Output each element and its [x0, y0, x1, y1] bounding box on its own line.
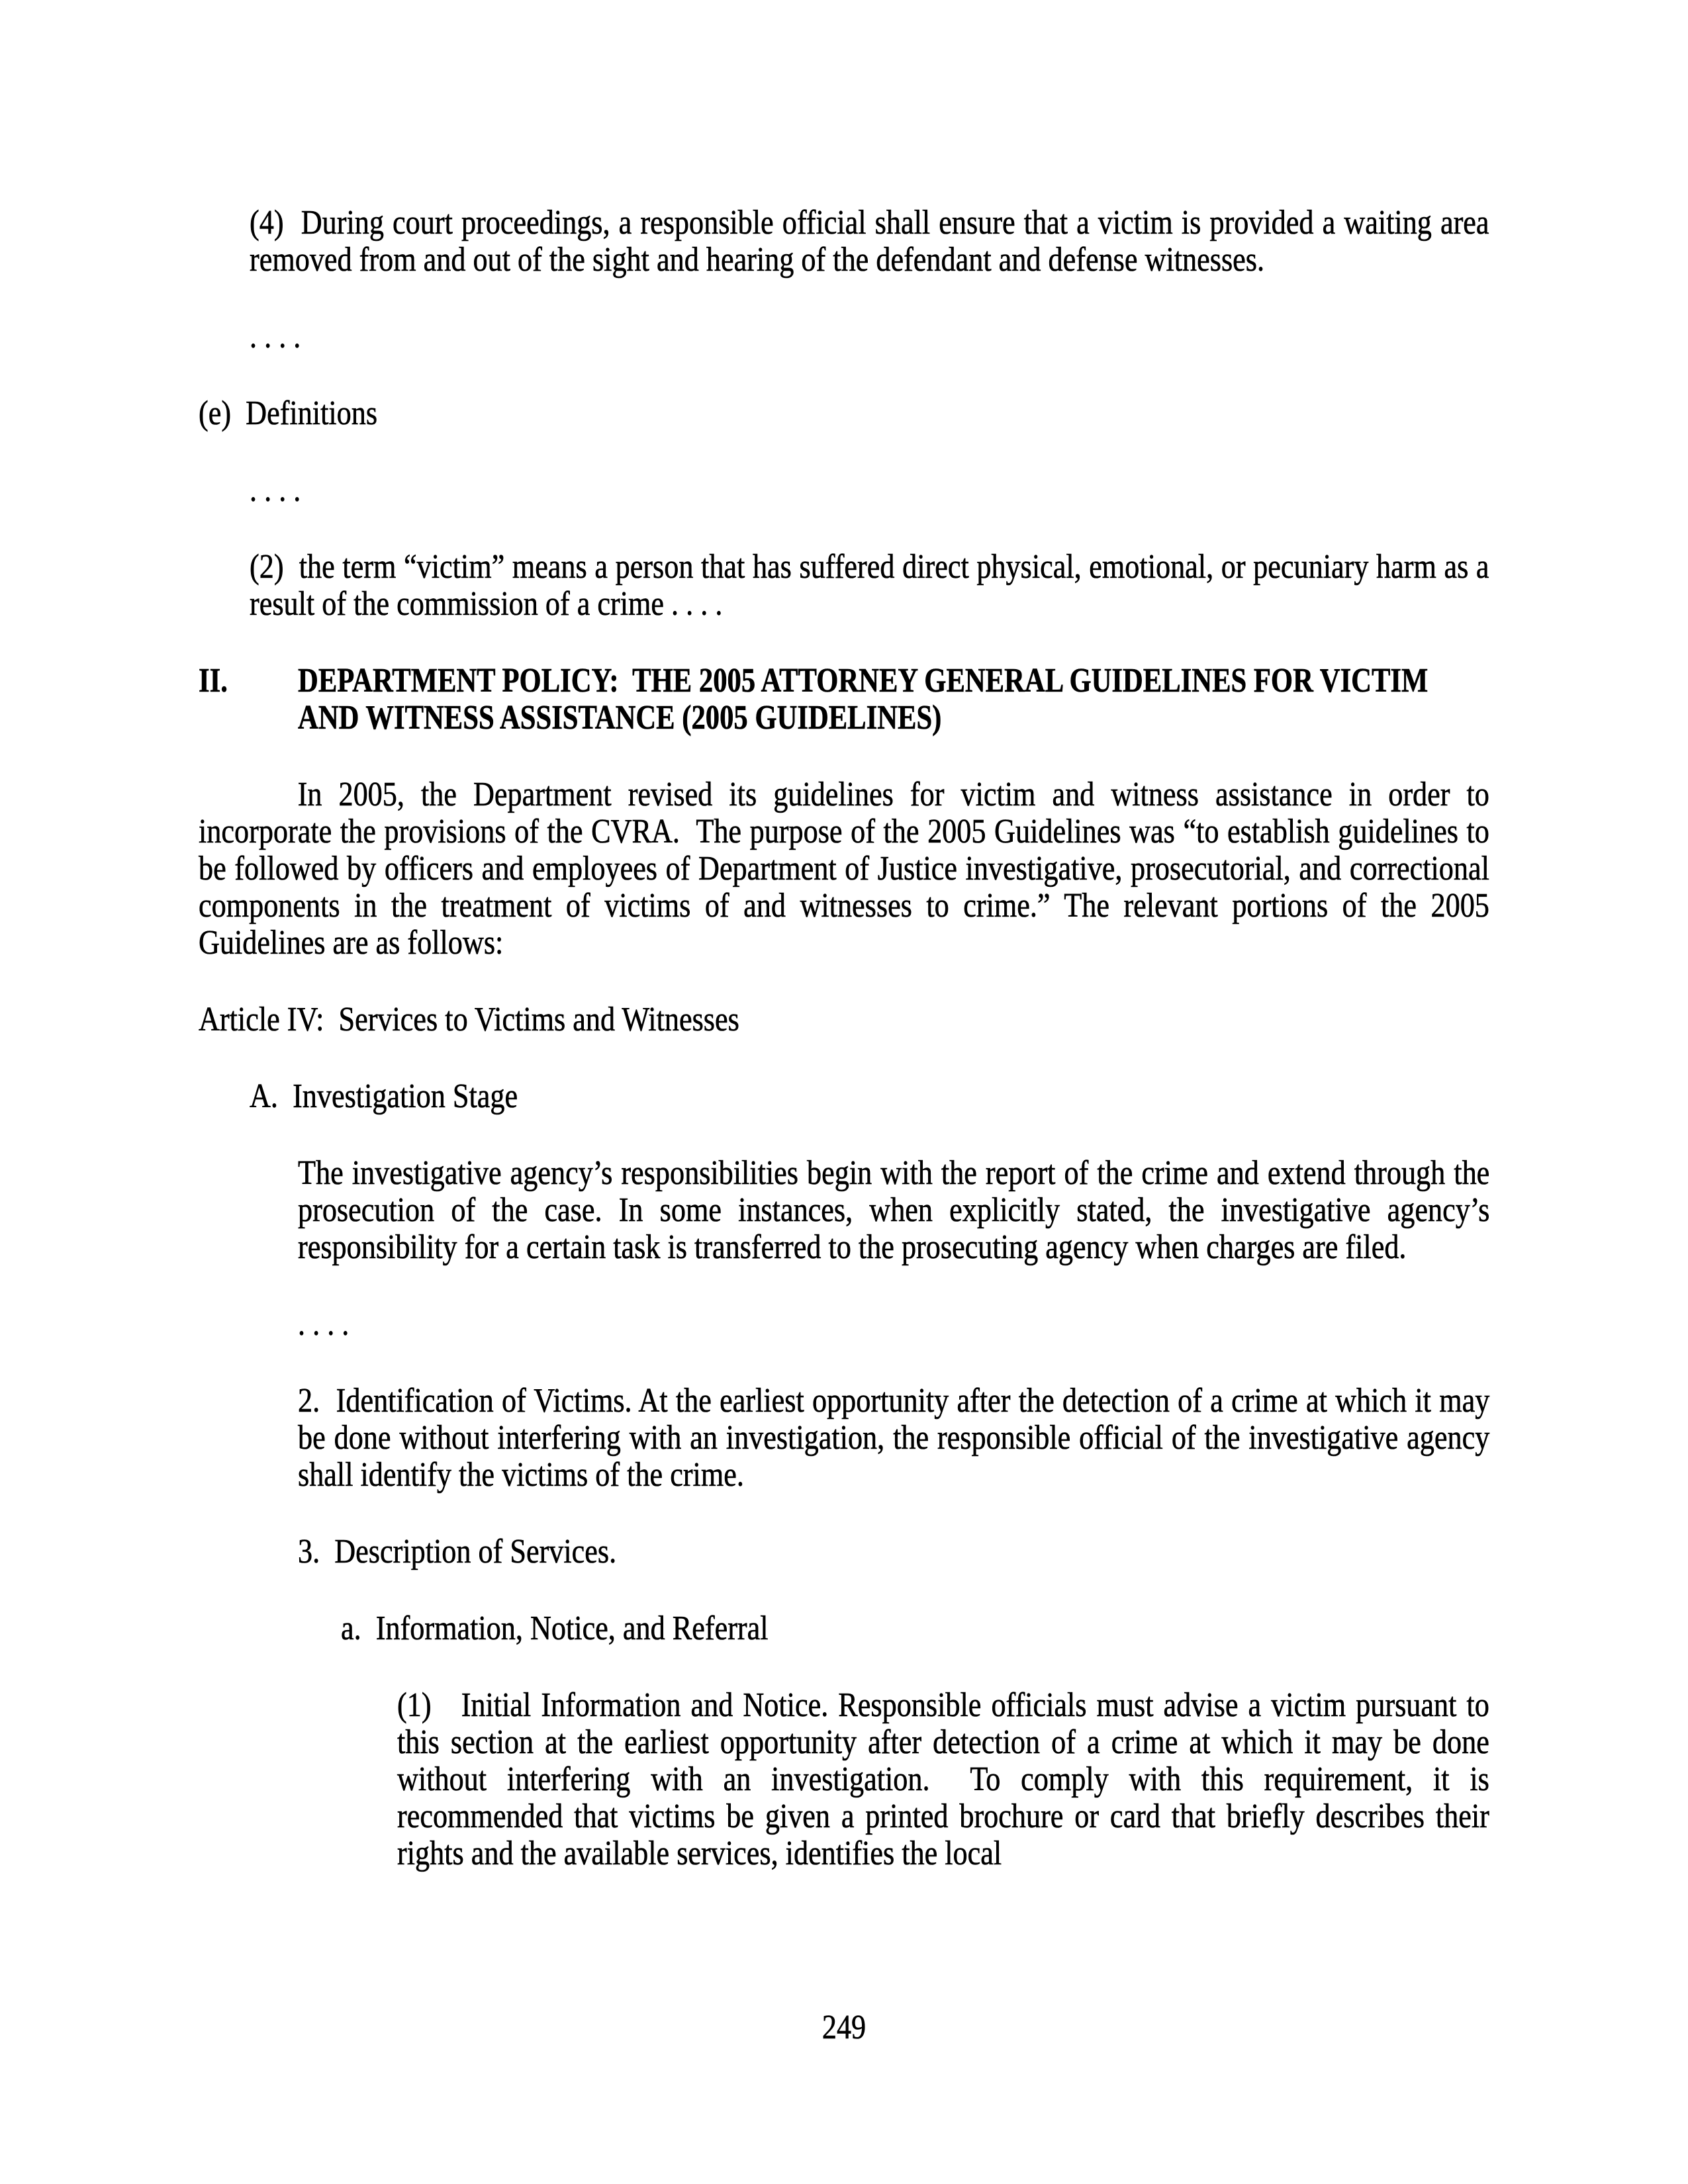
heading-number: II. — [199, 662, 228, 700]
para-in-2005-revised-text: In 2005, the Department revised its guidelines for victim and witness assistance in order to incorporate the provisions of the CVRA. The purpose of the 2005 Guidelines was “to establish guidelines to be followed by officers and employees of Department of Justice investigative, prosecutorial, and correctional components in the treatment of victims of and witnesses to crime.” The relevant portions of the 2005 Guidelines are as follows: — [199, 776, 1489, 962]
label-e-definitions — [199, 395, 1489, 432]
label-e-definitions-text: (e) Definitions — [199, 394, 378, 432]
label-a-information-notice-referral — [341, 1610, 1489, 1647]
ellipsis-3-text: . . . . — [298, 1305, 350, 1343]
label-a-investigation-stage — [250, 1078, 1489, 1115]
page-number: 249 — [821, 2009, 867, 2046]
page-body — [199, 205, 1489, 1912]
ellipsis-3 — [298, 1306, 1489, 1343]
label-article-iv-text: Article IV: Services to Victims and Witnesses — [199, 1001, 739, 1038]
para-4-court-proceedings-text: (4) During court proceedings, a responsible official shall ensure that a victim is provided a waiting area removed from and out of the sight and hearing of the defendant and defense witnesses. — [250, 204, 1489, 279]
para-investigative-agency-text: The investigative agency’s responsibilities begin with the report of the crime and extend through the prosecution of the case. In some instances, when explicitly stated, the investigative agency’s responsibility for a certain task is transferred to the prosecuting agency when charges are filed. — [298, 1154, 1490, 1266]
ellipsis-2 — [250, 472, 1489, 509]
para-1-initial-information — [397, 1687, 1489, 1872]
label-a-information-notice-referral-text: a. Information, Notice, and Referral — [341, 1610, 769, 1647]
ellipsis-2-text: . . . . — [250, 471, 301, 509]
para-2-identification-of-victims — [298, 1383, 1489, 1494]
ellipsis-1-text: . . . . — [250, 318, 301, 355]
para-2-term-victim — [250, 549, 1489, 623]
label-3-description-of-services — [298, 1533, 1489, 1570]
heading-ii-department-policy — [199, 662, 1489, 737]
para-in-2005-revised — [199, 776, 1489, 962]
label-article-iv — [199, 1001, 1489, 1038]
para-investigative-agency — [298, 1155, 1489, 1266]
label-3-description-of-services-text: 3. Description of Services. — [298, 1533, 617, 1570]
heading-row — [199, 662, 1489, 737]
ellipsis-1 — [250, 318, 1489, 355]
para-2-term-victim-text: (2) the term “victim” means a person that has suffered direct physical, emotional, or pecuniary harm as a result of the commission of a crime . . . . — [250, 548, 1489, 623]
para-1-initial-information-text: (1) Initial Information and Notice. Responsible officials must advise a victim pursuant to this section at the earliest opportunity after detection of a crime at which it may be done without interfering with an investigation. To comply with this requirement, it is recommended that victims be given a printed brochure or card that briefly describes their rights and the available services, identifies the local — [397, 1686, 1489, 1872]
para-2-identification-of-victims-text: 2. Identification of Victims. At the earliest opportunity after the detection of a crime at which it may be done without interfering with an investigation, the responsible official of the investigative agency shall identify the victims of the crime. — [298, 1382, 1490, 1494]
para-4-court-proceedings — [250, 205, 1489, 279]
heading-text: DEPARTMENT POLICY: THE 2005 ATTORNEY GENERAL GUIDELINES FOR VICTIM AND WITNESS ASSISTANCE (2005 GUIDELINES) — [298, 662, 1429, 737]
label-a-investigation-stage-text: A. Investigation Stage — [250, 1077, 518, 1115]
